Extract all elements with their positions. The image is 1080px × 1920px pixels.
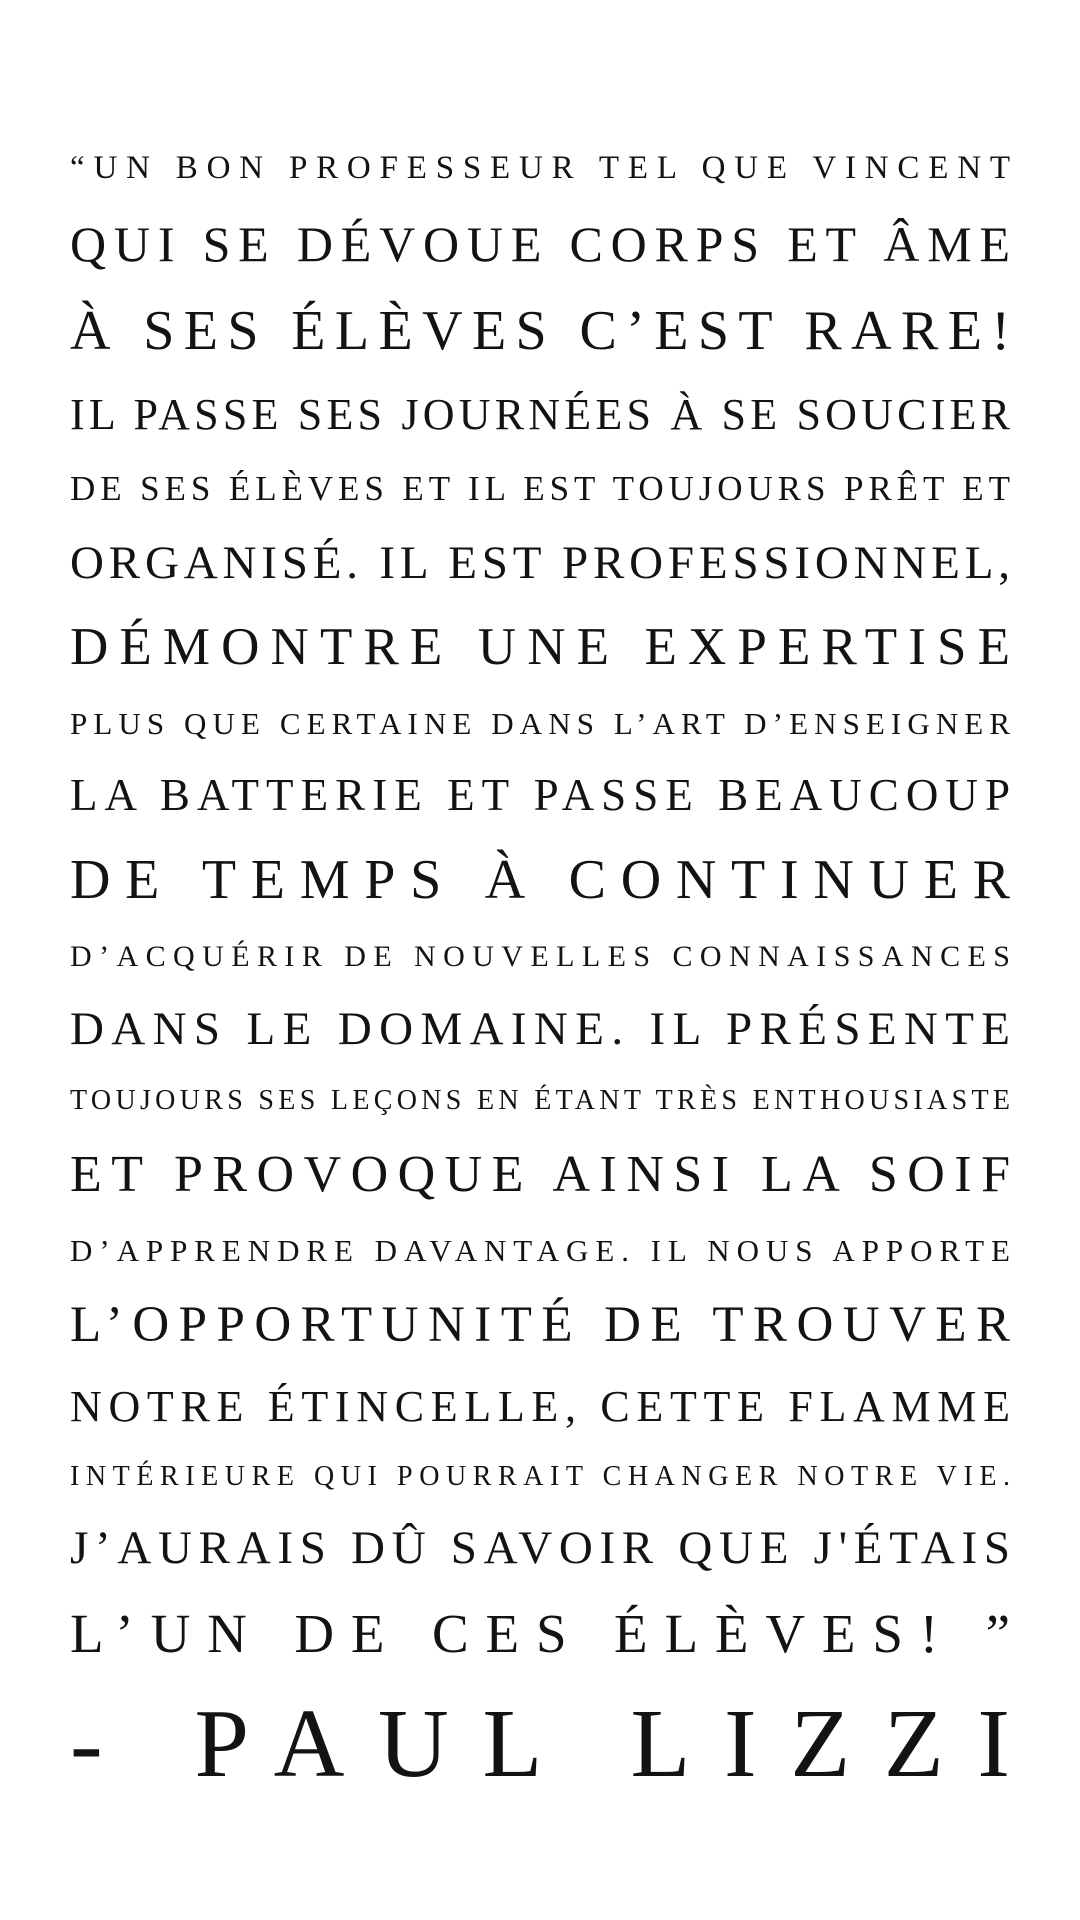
quote-line bbox=[70, 849, 1025, 911]
quote-line bbox=[70, 469, 1015, 508]
quote-line bbox=[70, 1085, 1015, 1116]
quote-line-text: D’ACQUÉRIR DE NOUVELLES CONNAISSANCES bbox=[70, 940, 1018, 973]
quote-line bbox=[70, 1522, 1017, 1574]
quote-line-text: INTÉRIEURE QUI POURRAIT CHANGER NOTRE VIE. bbox=[70, 1461, 1017, 1492]
quote-line-text: D’APPRENDRE DAVANTAGE. IL NOUS APPORTE bbox=[70, 1233, 1017, 1268]
quote-line bbox=[70, 706, 1017, 741]
signature-text: - PAUL LIZZI bbox=[70, 1690, 1044, 1798]
quote-line-text: “UN BON PROFESSEUR TEL QUE VINCENT bbox=[70, 150, 1019, 186]
quote-line-text: IL PASSE SES JOURNÉES À SE SOUCIER bbox=[70, 390, 1015, 439]
quote-line bbox=[70, 1003, 1018, 1055]
signature-line bbox=[70, 1690, 1044, 1798]
quote-line-text: PLUS QUE CERTAINE DANS L’ART D’ENSEIGNER bbox=[70, 706, 1017, 741]
quote-line bbox=[70, 216, 1018, 272]
quote-line bbox=[70, 1146, 1020, 1203]
quote-line bbox=[70, 150, 1019, 186]
quote-line bbox=[70, 940, 1018, 973]
quote-line bbox=[70, 390, 1015, 439]
quote-line-text: DANS LE DOMAINE. IL PRÉSENTE bbox=[70, 1003, 1018, 1055]
quote-line-text: À SES ÉLÈVES C’EST RARE! bbox=[70, 300, 1020, 362]
quote-line-text: L’UN DE CES ÉLÈVES! ” bbox=[70, 1603, 1027, 1664]
quote-line bbox=[70, 1297, 1020, 1353]
quote-line-text: J’AURAIS DÛ SAVOIR QUE J'ÉTAIS bbox=[70, 1522, 1017, 1574]
quote-line bbox=[70, 300, 1020, 362]
quote-line-text: LA BATTERIE ET PASSE BEAUCOUP bbox=[70, 770, 1018, 820]
quote-line-text: DE SES ÉLÈVES ET IL EST TOUJOURS PRÊT ET bbox=[70, 469, 1015, 508]
quote-line-text: TOUJOURS SES LEÇONS EN ÉTANT TRÈS ENTHOUSIASTE bbox=[70, 1085, 1015, 1116]
quote-line bbox=[70, 537, 1015, 589]
quote-line-text: ORGANISÉ. IL EST PROFESSIONNEL, bbox=[70, 537, 1015, 589]
quote-line-text: DE TEMPS À CONTINUER bbox=[70, 849, 1025, 911]
quote-line bbox=[70, 1461, 1017, 1492]
quote-line-text: DÉMONTRE UNE EXPERTISE bbox=[70, 618, 1022, 676]
quote-line bbox=[70, 618, 1022, 676]
quote-line bbox=[70, 1233, 1017, 1268]
quote-line bbox=[70, 1603, 1027, 1664]
quote-line-text: QUI SE DÉVOUE CORPS ET ÂME bbox=[70, 216, 1018, 272]
quote-line-text: NOTRE ÉTINCELLE, CETTE FLAMME bbox=[70, 1382, 1017, 1431]
quote-line bbox=[70, 770, 1018, 820]
quote-line-text: ET PROVOQUE AINSI LA SOIF bbox=[70, 1146, 1020, 1203]
quote-line bbox=[70, 1382, 1017, 1431]
quote-line-text: L’OPPORTUNITÉ DE TROUVER bbox=[70, 1297, 1020, 1353]
